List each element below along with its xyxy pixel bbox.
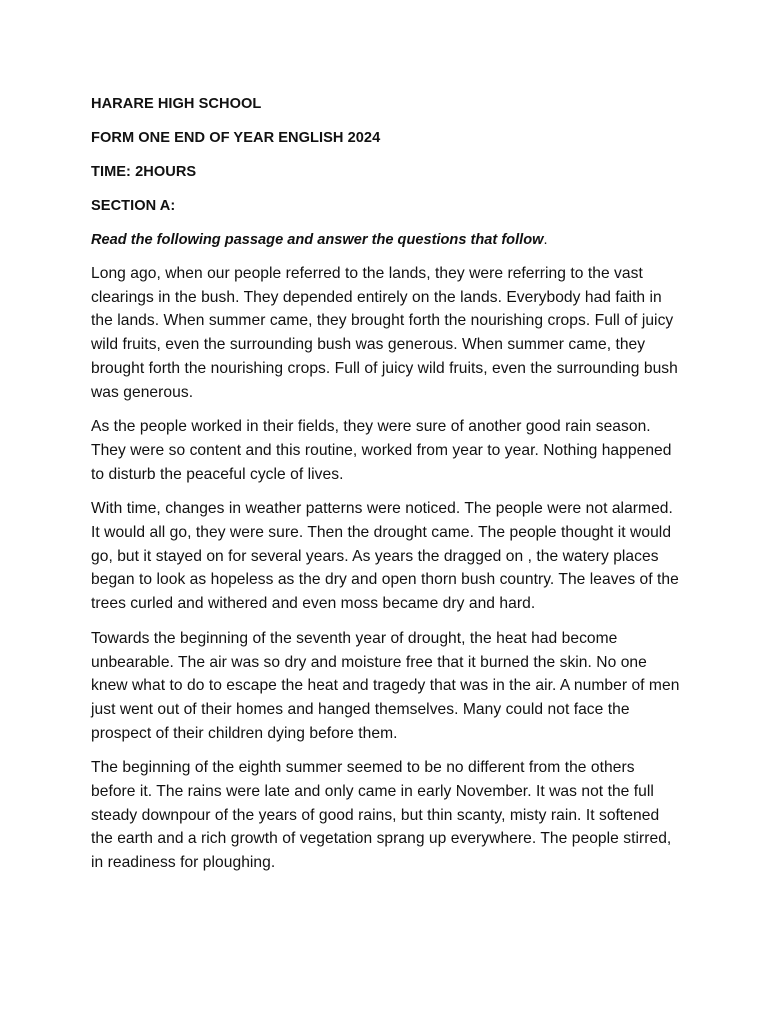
- passage-instruction: [91, 230, 681, 250]
- passage-paragraph-1: Long ago, when our people referred to the lands, they were referring to the vast clearings in the bush. They depended entirely on the lands. Everybody had faith in the lands. When summer came, they brought forth the nourishing crops. Full of juicy wild fruits, even the surrounding bush was generous. When summer came, they brought forth the nourishing crops. Full of juicy wild fruits, even the surrounding bush was generous.: [91, 265, 678, 401]
- section-heading: SECTION A:: [91, 198, 176, 214]
- passage-paragraph-5: The beginning of the eighth summer seemed to be no different from the others before it. The rains were late and only came in early November. It was not the full steady downpour of the years of good rains, but thin scanty, misty rain. It softened the earth and a rich growth of vegetation sprang up everywhere. The people stirred, in readiness for ploughing.: [91, 759, 672, 872]
- instruction-period: .: [543, 232, 548, 248]
- instruction-text: Read the following passage and answer the questions that follow: [91, 232, 544, 248]
- exam-title-heading: FORM ONE END OF YEAR ENGLISH 2024: [91, 130, 381, 146]
- passage-paragraph-3: With time, changes in weather patterns were noticed. The people were not alarmed. It would all go, they were sure. Then the drought came. The people thought it would go, but it stayed on for several years. As years the dragged on , the watery places began to look as hopeless as the dry and open thorn bush country. The leaves of the trees curled and withered and even moss became dry and hard.: [91, 500, 679, 613]
- passage-paragraph-4: Towards the beginning of the seventh year of drought, the heat had become unbearable. The air was so dry and moisture free that it burned the skin. No one knew what to do to escape the heat and tragedy that was in the air. A number of men just went out of their homes and hanged themselves. Many could not face the prospect of their children dying before them.: [91, 629, 680, 742]
- document-body: [91, 94, 681, 886]
- passage-paragraph-2: As the people worked in their fields, they were sure of another good rain season. They were so content and this routine, worked from year to year. Nothing happened to disturb the peaceful cycle of lives.: [91, 418, 672, 483]
- exam-time-heading: TIME: 2HOURS: [91, 164, 197, 180]
- school-name-heading: HARARE HIGH SCHOOL: [91, 96, 262, 112]
